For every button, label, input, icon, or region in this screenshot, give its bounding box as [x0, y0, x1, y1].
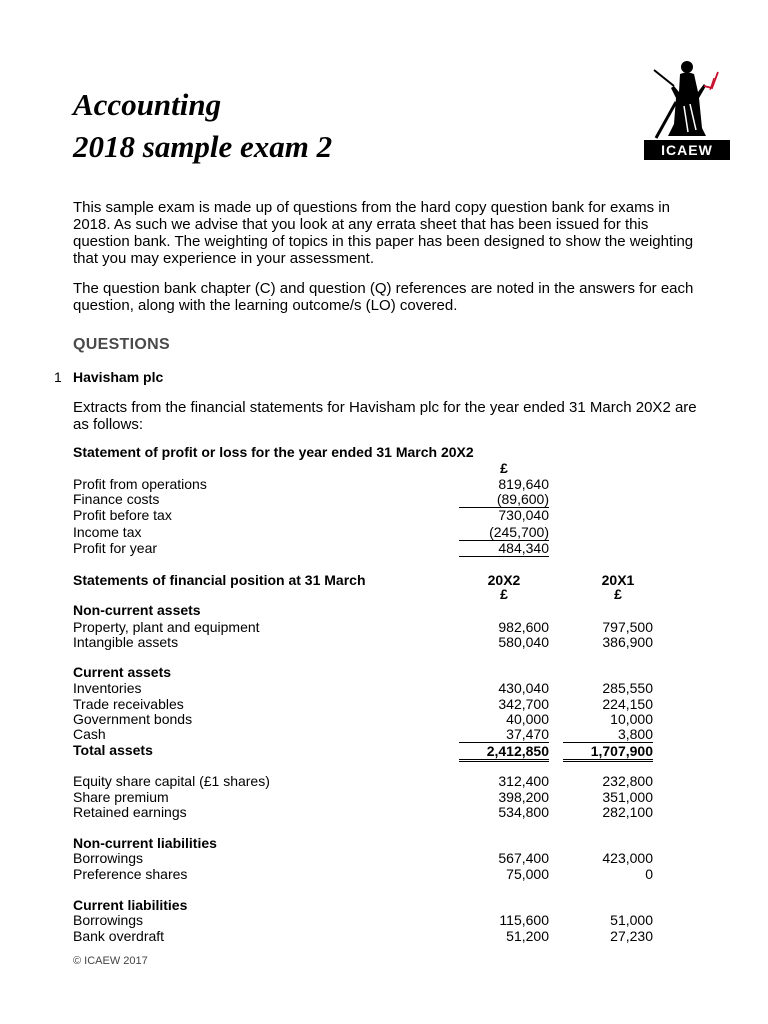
row-value-20x1: 282,100 [602, 804, 653, 820]
row-value: (245,700) [459, 524, 549, 541]
sfp-heading: Statements of financial position at 31 March [73, 572, 366, 588]
table-row [73, 711, 653, 727]
title-line-2: 2018 sample exam 2 [73, 129, 333, 164]
intro-paragraph-2: The question bank chapter (C) and question (Q) references are noted in the answers for each question, along with the learning outcome/s (LO) covered. [73, 280, 694, 314]
row-label: Intangible assets [73, 634, 179, 650]
row-value: 484,340 [459, 540, 549, 557]
row-label: Finance costs [73, 491, 160, 507]
group-heading-row [73, 835, 593, 851]
table-row [73, 680, 653, 696]
row-value-20x1: 51,000 [610, 912, 653, 928]
sfp-col-20x2: 20X2 [487, 572, 521, 588]
row-value-20x2: 40,000 [506, 711, 549, 727]
row-value-20x1: 423,000 [602, 850, 653, 866]
table-row [73, 507, 593, 523]
row-label: Government bonds [73, 711, 193, 727]
table-row [73, 619, 653, 635]
table-row [73, 928, 653, 944]
row-label: Trade receivables [73, 696, 184, 712]
row-value-20x1: 232,800 [602, 773, 653, 789]
row-label: Preference shares [73, 866, 188, 882]
row-label: Equity share capital (£1 shares) [73, 773, 270, 789]
pl-heading: Statement of profit or loss for the year ended 31 March 20X2 [73, 444, 474, 460]
row-label: Retained earnings [73, 804, 187, 820]
copyright-footer: © ICAEW 2017 [73, 955, 148, 967]
sfp-currency-2: £ [614, 586, 622, 602]
row-label: Bank overdraft [73, 928, 165, 944]
table-row [73, 491, 593, 507]
row-label: Property, plant and equipment [73, 619, 260, 635]
row-value-20x2: 51,200 [506, 928, 549, 944]
row-value-20x2: 398,200 [498, 789, 549, 805]
question-number: 1 [54, 369, 62, 385]
table-row [73, 540, 593, 556]
table-row [73, 912, 653, 928]
row-label: Profit from operations [73, 476, 207, 492]
row-value-20x1: 285,550 [602, 680, 653, 696]
total-assets-20x1: 1,707,900 [563, 742, 653, 762]
justice-figure-icon [644, 58, 730, 162]
total-assets-20x2: 2,412,850 [459, 742, 549, 762]
pl-currency-row [73, 460, 593, 476]
document-title [73, 84, 332, 168]
table-row [73, 773, 653, 789]
row-value-20x1: 386,900 [602, 634, 653, 650]
row-label: Total assets [73, 742, 153, 758]
intro-paragraph-1: This sample exam is made up of questions from the hard copy question bank for exams in 2018. As such we advise that you look at any errata sheet that has been issued for this question bank. The weighting of topics in this paper has been designed to show the weighting that you may experience in your assessment. [73, 199, 694, 267]
logo-text: ICAEW [661, 142, 713, 158]
row-label: Profit for year [73, 540, 158, 556]
row-value-20x2: 37,470 [506, 726, 549, 742]
group-heading-row [73, 602, 593, 618]
group-heading: Non-current assets [73, 602, 201, 618]
row-label: Borrowings [73, 850, 144, 866]
question-intro: Extracts from the financial statements for Havisham plc for the year ended 31 March 20X2 are as follows: [73, 399, 697, 433]
row-value-20x2: 567,400 [498, 850, 549, 866]
table-row [73, 634, 653, 650]
table-row [73, 696, 653, 712]
table-row [73, 789, 653, 805]
row-value-20x1: 224,150 [602, 696, 653, 712]
row-value-20x1: 797,500 [602, 619, 653, 635]
row-label: Inventories [73, 680, 142, 696]
group-heading: Current liabilities [73, 897, 188, 913]
group-heading: Non-current liabilities [73, 835, 217, 851]
icaew-logo [644, 58, 730, 162]
row-value-20x2: 342,700 [498, 696, 549, 712]
row-label: Borrowings [73, 912, 144, 928]
row-value-20x2: 75,000 [506, 866, 549, 882]
row-value-20x2: 430,040 [498, 680, 549, 696]
pl-currency: £ [500, 460, 508, 476]
title-line-1: Accounting [73, 87, 222, 122]
row-value-20x1: 3,800 [617, 726, 653, 742]
table-row [73, 850, 653, 866]
row-value-20x1: 10,000 [610, 711, 653, 727]
sfp-col-20x1: 20X1 [601, 572, 635, 588]
row-value-20x2: 580,040 [498, 634, 549, 650]
sfp-currency-1: £ [500, 586, 508, 602]
sfp-currency-row [73, 586, 622, 602]
row-label: Income tax [73, 524, 142, 540]
row-value: (89,600) [459, 491, 549, 508]
row-value-20x2: 115,600 [499, 912, 549, 928]
row-value: 730,040 [498, 507, 549, 523]
table-row [73, 524, 593, 540]
question-title: Havisham plc [73, 369, 164, 385]
row-label: Share premium [73, 789, 169, 805]
row-value-20x1: 0 [645, 866, 653, 882]
row-label: Cash [73, 726, 106, 742]
total-assets-row [73, 742, 653, 759]
pl-heading-row [73, 444, 593, 460]
row-value-20x1: 351,000 [602, 789, 653, 805]
table-row [73, 804, 653, 820]
group-heading-row [73, 897, 593, 913]
row-value-20x2: 312,400 [498, 773, 549, 789]
row-value-20x2: 534,800 [498, 804, 549, 820]
group-heading: Current assets [73, 664, 172, 680]
table-row [73, 866, 653, 882]
row-value-20x2: 982,600 [498, 619, 549, 635]
row-value: 819,640 [498, 476, 549, 492]
row-value-20x1: 27,230 [610, 928, 653, 944]
section-heading: QUESTIONS [73, 336, 170, 353]
table-row [73, 726, 653, 742]
table-row [73, 476, 593, 492]
row-label: Profit before tax [73, 507, 172, 523]
group-heading-row [73, 664, 593, 680]
